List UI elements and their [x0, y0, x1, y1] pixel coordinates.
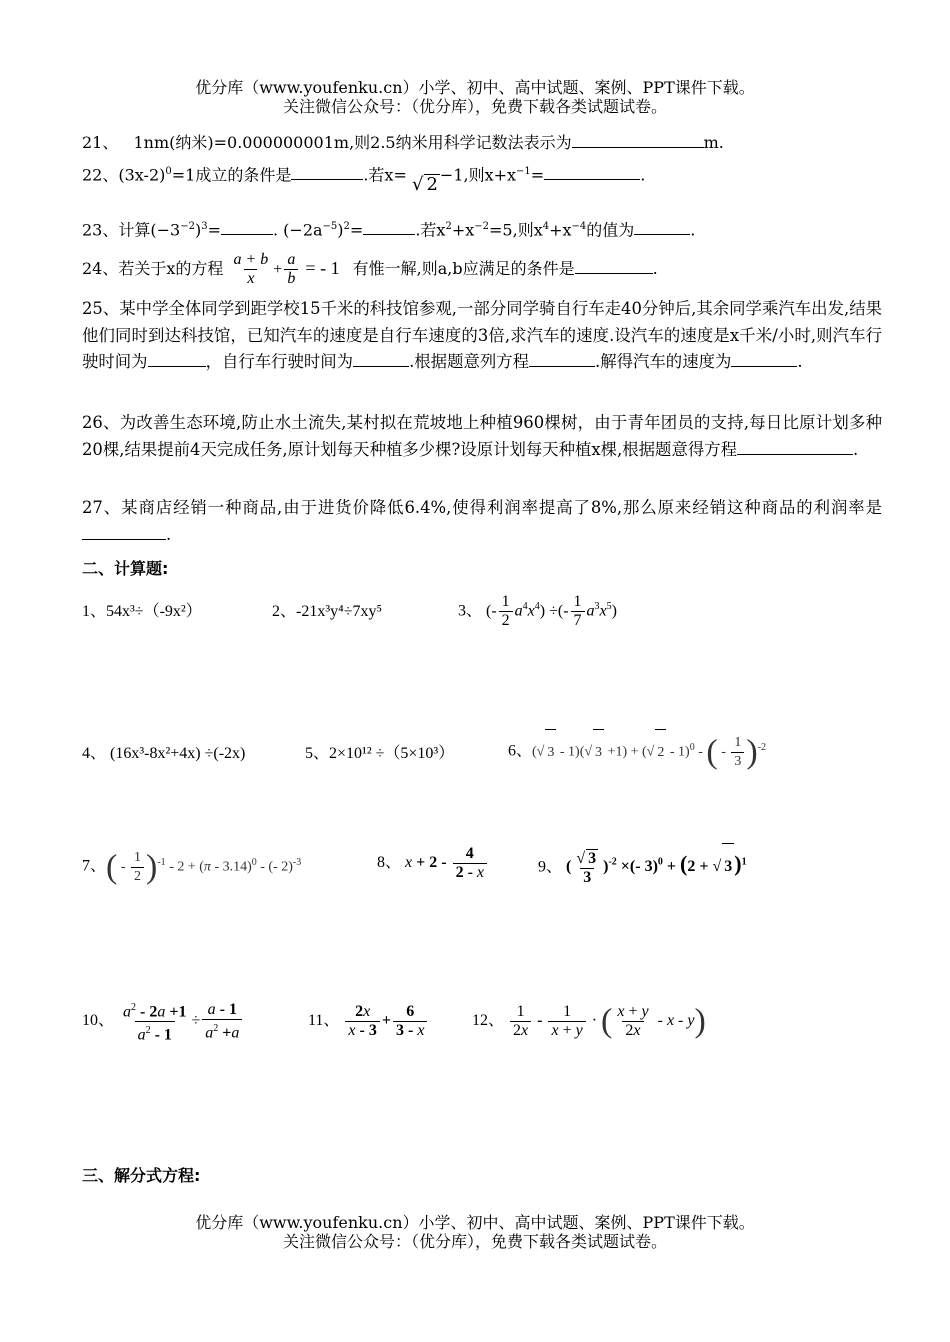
- calc-10: 10、 $\frac{a^2 - 2a +1}{a^2 - 1}$ ÷ $\frac{a - 1}{a^2 +a}$: [82, 994, 244, 1048]
- calc-9-number: 9、: [538, 858, 563, 876]
- q23-a: 计算(−3: [118, 220, 181, 240]
- calc-8-number: 8、: [377, 854, 402, 871]
- calc-7-number: 7、: [82, 857, 107, 875]
- q22-number: 22、: [82, 165, 119, 185]
- question-21: [82, 132, 724, 153]
- calc-4: 4、 (16x³-8x²+4x) ÷(-2x): [82, 745, 246, 762]
- q21-unit: m.: [703, 133, 724, 152]
- calc-11: 11、 $\frac{2x}{x - 3}$ + $\frac{6}{3 - x}$: [308, 994, 429, 1048]
- q23-blank3[interactable]: [634, 219, 690, 235]
- q26-text2: .: [853, 439, 859, 459]
- q23-k: 的值为: [586, 220, 635, 240]
- q26-text1: 26、为改善生态环境,防止水土流失,某村拟在荒坡地上种植960棵树，由于青年团员的支持,每日比原计划多种20棵,结果提前4天完成任务,原计划每天种植多少棵?设原计划每天种植x棵,根据题意得方程: [82, 413, 882, 459]
- q23-g: .若x: [415, 220, 446, 240]
- q23-e: ): [337, 220, 344, 240]
- q24-den2: b: [284, 269, 298, 288]
- page-footer-line2: 关注微信公众号：（优分库），免费下载各类试题试卷。: [282, 1232, 667, 1251]
- q25-text1: 25、某中学全体同学到距学校15千米的科技馆参观,一部分同学骑自行车走40分钟后,其余同学乘汽车出发,结果他们同时到达科技馆，已知汽车的速度是自行车速度的3倍,求汽车的速度.设汽车的速度是x千米/小时,则汽车行驶时间为: [82, 299, 882, 371]
- q27-text1: 27、某商店经销一种商品,由于进货价降低6.4%,使得利润率提高了8%,那么原来经销这种商品的利润率是: [82, 498, 882, 517]
- page-footer-line1: 优分库（www.youfenku.cn）小学、初中、高中试题、案例、PPT课件下载。: [195, 1213, 755, 1232]
- q27-blank[interactable]: [82, 524, 166, 540]
- q22-text3: −1,则x+x: [439, 165, 517, 185]
- q22-text1: =1成立的条件是: [171, 165, 292, 185]
- q24-blank[interactable]: [575, 258, 653, 274]
- q23-i: =5,则x: [489, 220, 543, 240]
- q24-num1: a + b: [233, 251, 269, 268]
- q23-d: . (−2a: [273, 220, 323, 240]
- q23-h: +x: [451, 220, 475, 240]
- q24-number: 24、: [82, 259, 119, 278]
- q23-f: =: [349, 220, 364, 240]
- page-header-line2: 关注微信公众号：（优分库），免费下载各类试题试卷。: [282, 97, 667, 116]
- q24-eq: = - 1: [305, 258, 340, 278]
- calc-6: 6、(√ 3 - 1)(√ 3 +1) + (√ 2 - 1)$^0$ - ( - $\frac{1}{3}$ )$^{-2}$: [508, 725, 766, 776]
- q21-blank[interactable]: [572, 132, 704, 148]
- q23-b: ): [194, 220, 202, 240]
- calc-9: 9、 ( $\frac{√ 3}{3}$ )$^{-2}$ ×(- 3)$^0$ + (2 + √ 3)$^1$: [538, 840, 747, 890]
- calc-12-number: 12、: [472, 1012, 505, 1029]
- q23-l: .: [690, 220, 696, 240]
- question-23: 23、计算$(-3^{-2})^3=$ . $(-2a^{-5})^2=$ .若$x^2+x^{-2}=5$,则$x^4+x^{-4}$的值为 .: [82, 220, 696, 240]
- calc-5: 5、2×10¹² ÷（5×10³）: [305, 745, 455, 762]
- q22-expr: (3x-2): [118, 165, 166, 185]
- q22-blank2[interactable]: [544, 164, 640, 180]
- q24-period: .: [652, 259, 658, 278]
- calc-6-number: 6、: [508, 742, 533, 760]
- q24-text1: 若关于x的方程: [118, 259, 224, 278]
- section-2-title: 二、计算题:: [82, 559, 169, 578]
- page-header-line1: 优分库（www.youfenku.cn）小学、初中、高中试题、案例、PPT课件下载。: [195, 78, 755, 97]
- q25-text3: .根据题意列方程: [409, 352, 530, 371]
- q22-blank1[interactable]: [291, 164, 363, 180]
- calc-3-number: 3、: [458, 602, 483, 620]
- q25-blank1[interactable]: [148, 351, 206, 367]
- q25-blank2[interactable]: [353, 351, 409, 367]
- question-27: [82, 495, 882, 548]
- question-22: 22、$(3x-2)^0=1$成立的条件是 .若x= √ 2 −1,则$x+x^{-1}=$ .: [82, 165, 646, 196]
- calc-7: 7、( - $\frac{1}{2}$ )$^{-1}$ - 2 + (π - 3.14)$^0$ - (- 2)$^{-3}$: [82, 848, 302, 886]
- q23-c: =: [207, 220, 221, 240]
- q21-number: 21、: [82, 133, 119, 152]
- question-24: 24、若关于x的方程 $\frac{a + b}{x}$ + $\frac{a}{b}$ = - 1 有惟一解,则a,b应满足的条件是 .: [82, 251, 658, 287]
- question-25: [82, 296, 882, 376]
- q24-fraction2: [284, 251, 298, 288]
- q24-den1: x: [244, 269, 257, 288]
- calc-2: 2、-21x³y⁴÷7xy⁵: [272, 603, 383, 620]
- q24-text2: 有惟一解,则a,b应满足的条件是: [352, 259, 575, 278]
- q21-text: 1nm(纳米)=0.000000001m,则2.5纳米用科学记数法表示为: [133, 133, 572, 152]
- q25-text5: .: [797, 352, 803, 371]
- q22-eq: =: [530, 165, 545, 185]
- q23-j: +x: [549, 220, 572, 240]
- calc-8: 8、 x + 2 - $\frac{4}{2 - x}$: [377, 840, 489, 886]
- q22-period: .: [640, 165, 646, 185]
- calc-10-number: 10、: [82, 1012, 115, 1029]
- q23-blank1[interactable]: [221, 219, 273, 235]
- calc-1: 1、54x³÷（-9x²）: [82, 603, 202, 620]
- sqrt-icon: √ 2: [411, 174, 438, 196]
- q25-text2: ，自行车行驶时间为: [205, 352, 354, 371]
- section-3-title: 三、解分式方程:: [82, 1166, 201, 1185]
- q23-blank2[interactable]: [363, 219, 415, 235]
- calc-11-number: 11、: [308, 1012, 340, 1029]
- calc-3: 3、 (- $\frac{1}{2}$ $a^4x^4$) ÷(- $\frac{1}{7}$ $a^3x^5$): [458, 593, 617, 630]
- q22-text2: .若x=: [363, 165, 407, 185]
- q26-blank[interactable]: [737, 439, 853, 455]
- q27-text2: .: [166, 524, 172, 544]
- q24-num2: a: [287, 251, 296, 268]
- q25-blank3[interactable]: [529, 351, 595, 367]
- q23-number: 23、: [82, 220, 119, 240]
- question-26: [82, 410, 882, 463]
- q25-blank4[interactable]: [731, 351, 797, 367]
- q25-text4: .解得汽车的速度为: [595, 352, 732, 371]
- calc-12: 12、 $\frac{1}{2x}$ - $\frac{1}{x + y}$ · ( $\frac{x + y}{2x}$ - x - y): [472, 1002, 706, 1040]
- q24-fraction1: [231, 251, 272, 288]
